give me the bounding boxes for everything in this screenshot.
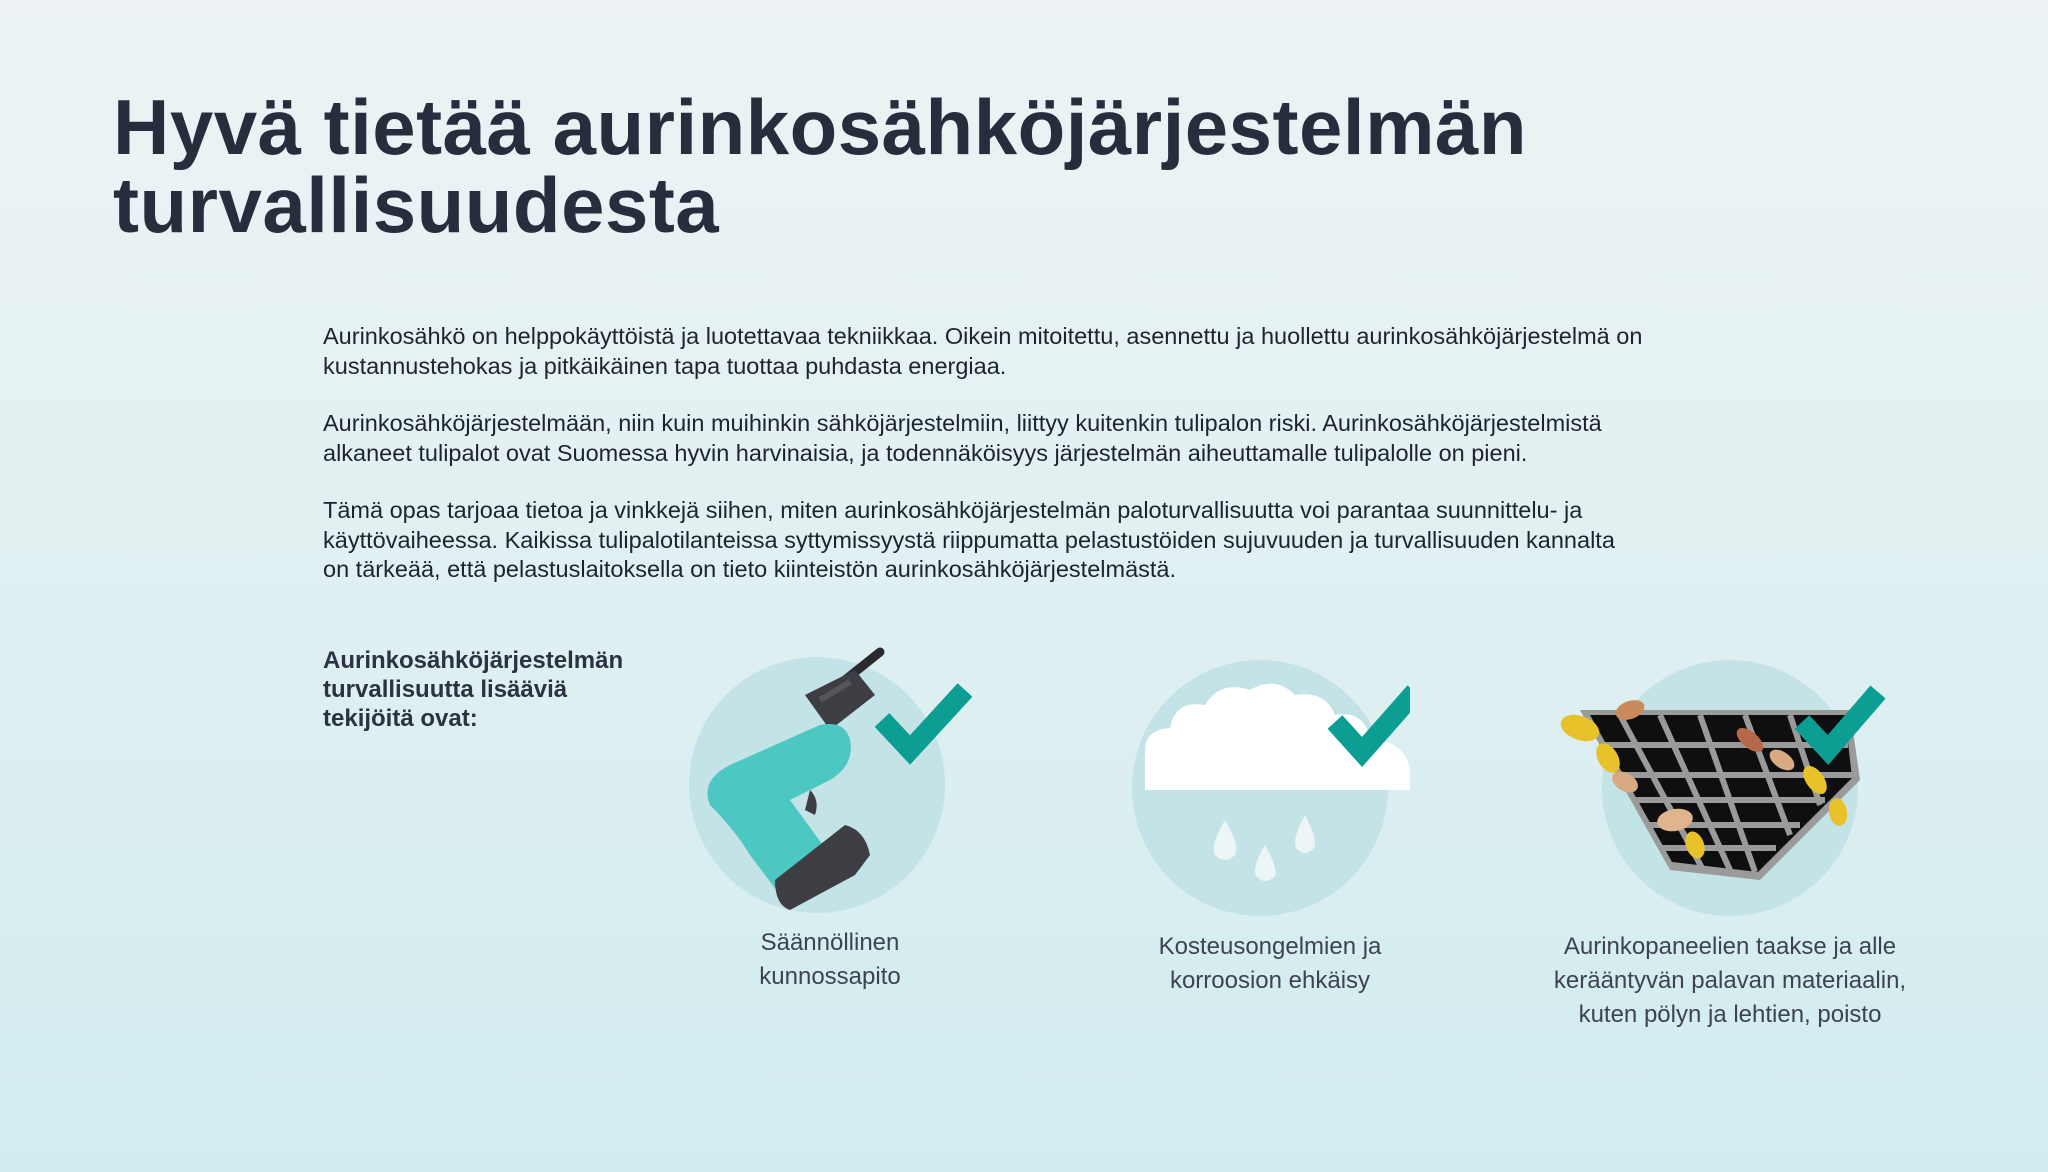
factor-caption [1520,930,1940,1032]
intro-paragraph-3 [323,496,1943,585]
factor-caption [680,926,980,994]
page-title-line-2: turvallisuudesta [113,161,720,249]
caption-line: Aurinkopaneelien taakse ja alle [1563,933,1897,960]
drill-icon [680,640,980,920]
cloud-rain-icon [1130,640,1410,920]
factors-heading-line: turvallisuutta lisääviä [323,676,568,703]
intro-line: Tämä opas tarjoaa tietoa ja vinkkejä siihen, miten aurinkosähköjärjestelmän paloturvallisuutta voi parantaa suunnittelu- ja [323,497,1583,523]
caption-line: kunnossapito [759,963,901,990]
intro-line: kustannustehokas ja pitkäikäinen tapa tuottaa puhdasta energiaa. [323,352,1007,379]
solar-panel-leaves-icon [1520,640,1940,920]
page-title [113,83,1813,249]
factor-maintenance [680,640,980,994]
factors-heading-line: Aurinkosähköjärjestelmän [323,647,624,674]
factor-caption [1130,930,1410,998]
factors-heading [323,646,663,733]
caption-line: kuten pölyn ja lehtien, poisto [1578,1001,1882,1028]
intro-paragraph-1 [323,322,1943,381]
intro-line: käyttövaiheessa. Kaikissa tulipalotilanteissa syttymissyystä riippumatta pelastustöiden sujuvuuden ja turvallisuuden kannalta [323,526,1615,553]
intro-line: Aurinkosähköjärjestelmään, niin kuin muihinkin sähköjärjestelmiin, liittyy kuitenkin tulipalon riski. Aurinkosähköjärjestelmistä [323,410,1602,436]
intro-line: Aurinkosähkö on helppokäyttöistä ja luotettavaa tekniikkaa. Oikein mitoitettu, asennettu ja huollettu aurinkosähköjärjestelmä on [323,323,1643,349]
caption-line: Säännöllinen [760,929,900,956]
factor-moisture [1130,640,1410,998]
intro-paragraph-2 [323,409,1943,468]
caption-line: Kosteusongelmien ja [1158,933,1382,960]
caption-line: kerääntyvän palavan materiaalin, [1553,967,1907,994]
factor-debris-removal [1520,640,1940,1032]
intro-text [323,322,1943,613]
intro-line: alkaneet tulipalot ovat Suomessa hyvin harvinaisia, ja todennäköisyys järjestelmän aiheuttamalle tulipalolle on pieni. [323,439,1528,466]
page-title-line-1: Hyvä tietää aurinkosähköjärjestelmän [113,83,1527,171]
intro-line: on tärkeää, että pelastuslaitoksella on tieto kiinteistön aurinkosähköjärjestelmästä. [323,556,1177,582]
factors-heading-line: tekijöitä ovat: [323,705,478,732]
caption-line: korroosion ehkäisy [1169,967,1371,994]
